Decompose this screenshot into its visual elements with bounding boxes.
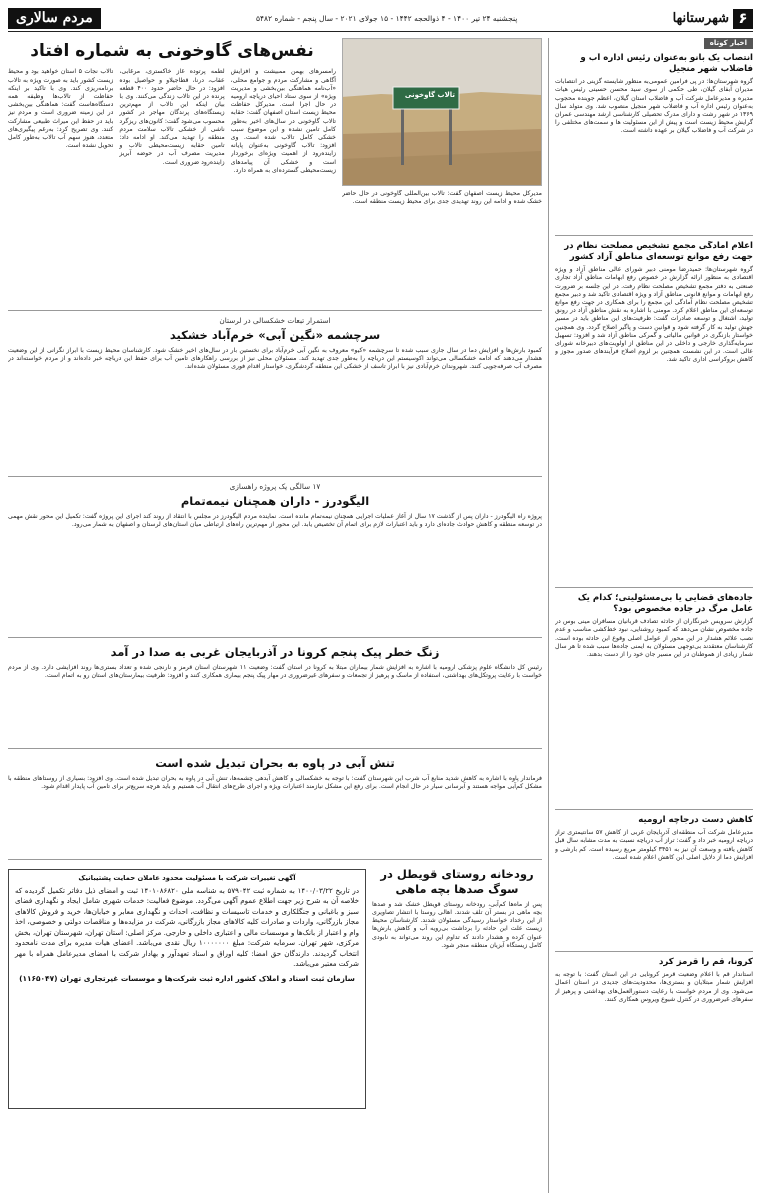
bottom-row bbox=[8, 865, 542, 1127]
story-body: پروژه راه الیگودرز - داران پس از گذشت ۱۷ سال از آغاز عملیات اجرایی همچنان نیمه‌تمام مانده است. نماینده مردم الیگودرز در مجلس با انتقاد از روند کند اجرای این پروژه گفت: تکمیل این محور نقش مهمی در توسعه منطقه و کاهش حوادث جاده‌ای دارد و باید اعتبارات لازم برای اتمام آن تخصیص یابد. این محور از مهم‌ترین راه‌های ارتباطی میان استان‌های لرستان و اصفهان به شمار می‌رود. bbox=[8, 512, 542, 528]
sidebar-article-3[interactable] bbox=[555, 593, 753, 803]
sign-text: تالاب گاوخونی bbox=[404, 91, 456, 99]
story-headline: الیگودرز - داران همچنان نیمه‌تمام bbox=[180, 493, 370, 508]
story-body: فرماندار پاوه با اشاره به کاهش شدید منابع آب شرب این شهرستان گفت: با توجه به خشکسالی و کاهش آبدهی چشمه‌ها، تنش آبی در پاوه به بحران تبدیل شده است. وی افزود: بسیاری از روستاهای منطقه با مشکل کم‌آبی مواجه هستند و آبرسانی سیار در حال انجام است. برای رفع این مشکل نیازمند اعتبارات ویژه و اجرای طرح‌های انتقال آب هستیم و باید هرچه سریع‌تر برای تامین آب پایدار اقدام شود. bbox=[8, 774, 542, 791]
ad-text: در تاریخ ۱۴۰۰/۰۳/۲۲ به شماره ثبت ۵۷۹۰۴۲ به شناسه ملی ۱۴۰۱۰۸۶۸۲۰ ثبت و امضای ذیل دفاتر تکمیل گردیده که خلاصه آن به شرح زیر جهت اطلاع عموم آگهی می‌گردد. موضوع فعالیت: خدمات شهری شامل ایجاد و نگهداری فضای سبز و باغبانی و جنگلکاری و خدمات تاسیسات و نظافت، احداث و نگهداری معابر و خیابان‌ها، خرید و فروش کالاهای مجاز بازرگانی، واردات و صادرات کلیه کالاهای مجاز بازرگانی، شرکت در مزایده‌ها و مناقصات دولتی و خصوصی، اخذ وام و اعتبار از بانک‌ها و موسسات مالی و اعتباری داخلی و خارجی. مرکز اصلی: استان تهران، شهرستان تهران، بخش مرکزی، شهر تهران. سرمایه شرکت: مبلغ ۱۰۰۰۰۰۰۰ ریال نقدی می‌باشد. اعضای هیات مدیره برای مدت نامحدود انتخاب گردیدند. دارندگان حق امضا: کلیه اوراق و اسناد تعهدآور و بهادار شرکت با امضای مدیرعامل همراه با مهر شرکت معتبر می‌باشد. bbox=[15, 885, 359, 969]
story-head bbox=[8, 643, 542, 743]
story-headline: تنش آبی در پاوه به بحران تبدیل شده است bbox=[155, 756, 395, 770]
story-head bbox=[8, 754, 542, 854]
lead-headline[interactable]: نفس‌های گاوخونی به شماره افتاد bbox=[30, 41, 314, 61]
sidebar-kicker: اخبار کوتاه bbox=[704, 38, 753, 49]
lead-column: تالاب نجات ۵ استان خواهید بود و محیط زیست کشور باید به صورت ویژه به تالاب برنامه‌ریزی کند. وی با تاکید بر اینکه حفاظت از تالاب‌ها وظیفه همه دستگاه‌هاست گفت: هماهنگی بین‌بخشی در این زمینه ضروری است و مردم نیز باید در حفظ این میراث طبیعی مشارکت کنند. وی تصریح کرد: به‌رغم پیگیری‌های متعدد، هنوز سهم آب تالاب به‌طور کامل تحویل نشده است. bbox=[8, 68, 114, 150]
divider bbox=[8, 748, 542, 749]
story-head bbox=[8, 482, 542, 632]
article-title: کرونا، قم را قرمز کرد bbox=[658, 957, 753, 968]
article-body: گروه شهرستان‌ها: در پی فرامین عمومی‌به منظور شایسته گزینی در انتصابات مدیران آبفای گیلان، طی حکمی از سوی سید محسن حسینی رئیس هیات مدیره و مدیرعامل شرکت آب و فاضلاب استان گیلان، اعظم جوینده محجوب به‌عنوان رئیس اداره آب و فاضلاب شهر منجیل منصوب شد. وی متولد سال ۱۳۶۹ در شهر رشت و دارای مدرک تحصیلی کارشناسی ارشد مهندسی عمران گرایش محیط زیست است و پیش از این مسئولیت ها و سمت‌های مختلفی را در شرکت آب و فاضلاب گیلان بر عهده داشته است. bbox=[555, 78, 753, 135]
story-kicker: ۱۷ سالگی یک پروژه راهسازی bbox=[229, 482, 321, 491]
article-body: استاندار قم با اعلام وضعیت قرمز کرونایی در این استان گفت: با توجه به افزایش شمار مبتلایان و بستری‌ها، محدودیت‌های جدیدی در استان اعمال می‌شود. وی از مردم خواست با رعایت دستورالعمل‌های بهداشتی و پرهیز از سفرهای غیرضروری در کنترل شیوع ویروس همکاری کنند. bbox=[555, 971, 753, 1003]
divider bbox=[555, 951, 753, 952]
lead-text-column bbox=[8, 38, 336, 305]
story-nagin[interactable] bbox=[8, 316, 542, 471]
story-head bbox=[8, 316, 542, 471]
newspaper-logo: مردم سالاری bbox=[8, 8, 101, 28]
dateline: پنجشنبه ۲۴ تیر ۱۴۰۰ - ۴ ذوالحجه ۱۴۴۲ - ۱۵ جولای ۲۰۲۱ - سال پنجم - شماره ۵۴۸۲ bbox=[255, 13, 518, 23]
ad-footer: سازمان ثبت اسناد و املاک کشور اداره ثبت شرکت‌ها و موسسات غیرتجاری تهران (۱۱۶۵۰۴۷) bbox=[19, 973, 355, 983]
story-kicker: استمرار تبعات خشکسالی در لرستان bbox=[219, 316, 331, 325]
divider bbox=[555, 587, 753, 588]
article-title: کاهش دست درجاچه ارومیه bbox=[638, 815, 753, 826]
sidebar-article-4[interactable] bbox=[555, 815, 753, 945]
divider bbox=[8, 310, 542, 311]
landscape-image bbox=[342, 39, 541, 186]
story-headline: زنگ خطر پیک پنجم کرونا در آذربایجان غربی به صدا در آمد bbox=[110, 645, 440, 659]
divider bbox=[555, 235, 753, 236]
article-body: مدیرعامل شرکت آب منطقه‌ای آذربایجان غربی از کاهش ۵۷ سانتیمتری تراز دریاچه ارومیه خبر داد و گفت: تراز آب دریاچه نسبت به مدت مشابه سال قبل کاهش یافته و وسعت آن نیز به ۳۴۵۱ کیلومتر مربع رسیده است. کم بارشی و افزایش دما از دلایل اصلی این کاهش اعلام شده است. bbox=[555, 829, 753, 861]
legal-ad[interactable] bbox=[8, 865, 366, 1127]
article-body: گزارش سرویس خبرنگاران از حادثه تصادف قربانیان مسافران مینی بوس در جاده مخصوص نشان می‌دهد که کمبود روشنایی، نبود خط‌کشی مناسب و عدم نصب علائم هشدار در این محور از عوامل اصلی وقوع این حادثه بوده است. کارشناسان معتقدند بی‌توجهی مسئولان به ایمنی جاده‌ها سبب شده تا هر سال شمار زیادی از هموطنان در این مسیر جان خود را از دست بدهند. bbox=[555, 618, 753, 658]
story-body: رئیس کل دانشگاه علوم پزشکی ارومیه با اشاره به افزایش شمار بیماران مبتلا به کرونا در استان گفت: وضعیت ۱۱ شهرستان استان قرمز و نارنجی شده و تعداد بستری‌ها روند افزایشی دارد. وی از مردم خواست با رعایت پروتکل‌های بهداشتی، استفاده از ماسک و پرهیز از تجمعات و سفرهای غیرضروری در مهار پیک پنجم بیماری همکاری کنند و افزود: ظرفیت بیمارستان‌های استان رو به اتمام است. bbox=[8, 663, 542, 680]
photo-caption: مدیرکل محیط زیست اصفهان گفت: تالاب بین‌المللی گاوخونی در حال حاضر خشک شده و ادامه این روند تهدیدی جدی برای محیط زیست منطقه است. bbox=[342, 190, 542, 206]
lead-columns bbox=[8, 68, 336, 298]
lead-story bbox=[8, 38, 542, 305]
section-name: شهرستانها bbox=[672, 10, 729, 26]
article-title: انتصاب یک بانو به‌عنوان رئیس اداره آب و فاضلاب شهر منجیل bbox=[580, 53, 753, 75]
article-title: اعلام آمادگی مجمع تشخیص مصلحت نظام در جهت رفع موانع توسعه‌ای مناطق آزاد کشور bbox=[564, 241, 753, 263]
sidebar-article-2[interactable] bbox=[555, 241, 753, 581]
story-headline: سرچشمه «نگین آبی» خرم‌آباد خشکید bbox=[169, 327, 381, 342]
lead-photo bbox=[342, 38, 542, 186]
story-headline: رودخانه روستای قویطل در سوگ صدها بچه ماهی bbox=[380, 867, 534, 896]
sidebar-news bbox=[548, 38, 753, 1193]
page-number: ۶ bbox=[733, 9, 753, 29]
main-content bbox=[8, 38, 542, 1193]
article-title: جاده‌های قضایی یا بی‌مسئولیتی؛ کدام یک عامل مرگ در جاده مخصوص بود؟ bbox=[577, 593, 753, 615]
divider bbox=[8, 859, 542, 860]
ad-box bbox=[8, 869, 366, 1109]
ad-header: آگهی تغییرات شرکت با مسئولیت محدود عاملان حمایت پشتیبانیک bbox=[78, 874, 296, 882]
story-aligudarz[interactable] bbox=[8, 482, 542, 632]
lead-column: لطمه پرتوده غاز خاکستری، مرغابی، عقاب، درنا، قطاجیلاو و حواصیل بوده افزود: در حال حاضر حدود ۴۰۰ قطعه پرنده در این تالاب زندگی می‌کنند. وی با بیان اینکه این تالاب از مهم‌ترین زیستگاه‌های پرندگان مهاجر در کشور محسوب می‌شود گفت: کانون‌های ریزگرد ناشی از خشکی تالاب سلامت مردم منطقه را تهدید می‌کند. او ادامه داد: تامین حقابه زیست‌محیطی تالاب و مدیریت مصرف آب در حوضه آبریز زاینده‌رود ضروری است. bbox=[119, 68, 225, 166]
divider bbox=[8, 637, 542, 638]
lead-column: رامسرهای بهمن ممبیشت و افزایش آگاهی و مشارکت مردم و جوامع محلی، «آب‌نامه هماهنگی بین‌بخشی و مدیریت ویژه» از سوی ستاد احیای دریاچه ارومیه در حال اجرا است. مدیرکل حفاظت محیط زیست استان اصفهان گفت: حقابه تالاب گاوخونی در سال‌های اخیر به‌طور کامل تامین نشده و این موضوع سبب خشکی کامل تالاب شده است. وی افزود: تالاب گاوخونی به‌عنوان پایانه زاینده‌رود از اهمیت ویژه‌ای برخوردار است و خشکی آن پیامدهای زیست‌محیطی گسترده‌ای به همراه دارد. bbox=[230, 68, 336, 174]
divider bbox=[555, 809, 753, 810]
section-header bbox=[673, 9, 753, 29]
sidebar-article-5[interactable] bbox=[555, 957, 753, 1157]
article-body: گروه شهرستان‌ها: حمیدرضا مومنی دبیر شورای عالی مناطق آزاد و ویژه اقتصادی به منظور ارائه گزارش در خصوص رفع ابهامات مناطق آزاد تجاری صنعتی به دفتر مجمع تشخیص مصلحت نظام رفت. در این جلسه بر ضرورت رفع ابهامات و موانع قانونی مناطق آزاد و ویژه اقتصادی تاکید شد و دبیر مجمع تشخیص مصلحت نظام آمادگی این مجمع را برای همکاری در جهت رفع موانع توسعه‌ای این مناطق اعلام کرد. مومنی با اشاره به نقش مناطق آزاد در رونق تولید، اشتغال و توسعه صادرات گفت: ظرفیت‌های این مناطق باید در مسیر جهش تولید به کار گرفته شود و قوانین دست و پاگیر اصلاح گردد. وی همچنین خواستار بازنگری در قوانین مالیاتی و گمرکی مناطق آزاد شد و افزود: تسهیل سرمایه‌گذاری خارجی و داخلی در این مناطق از اولویت‌های دبیرخانه شورای عالی است. در این نشست همچنین بر لزوم اصلاح فرآیندهای صدور مجوز و کاهش بروکراسی اداری تاکید شد. bbox=[555, 266, 753, 364]
story-corona[interactable] bbox=[8, 643, 542, 743]
masthead bbox=[8, 6, 753, 32]
sidebar-article-1[interactable] bbox=[555, 53, 753, 229]
story-paveh[interactable] bbox=[8, 754, 542, 854]
divider bbox=[8, 476, 542, 477]
story-qavil[interactable] bbox=[372, 865, 542, 1127]
story-body: پس از ماه‌ها کم‌آبی، رودخانه روستای قویطل خشک شد و صدها بچه ماهی در بستر آن تلف شدند. اهالی روستا با انتشار تصاویری از این رخداد خواستار رسیدگی مسئولان شدند. کارشناسان محیط زیست علت این حادثه را برداشت بی‌رویه آب و کاهش بارش‌ها عنوان کرده و هشدار دادند که تداوم این روند می‌تواند به نابودی کامل زیستگاه آبزیان منطقه منجر شود. bbox=[372, 900, 542, 949]
story-body: کمبود بارش‌ها و افزایش دما در سال جاری سبب شده تا سرچشمه «کیو» معروف به نگین آبی خرم‌آباد برای نخستین بار در سال‌های اخیر خشک شود. کارشناسان محیط زیست با ابراز نگرانی از این وضعیت هشدار می‌دهند که ادامه خشکسالی می‌تواند اکوسیستم این دریاچه را به‌طور جدی تهدید کند. مسئولان محلی نیز از بررسی راهکارهای تامین آب برای حفظ این دریاچه خبر داده‌اند و از مردم خواسته‌اند در مصرف آب صرفه‌جویی کنند. شهروندان خرم‌آبادی نیز با ابراز تاسف از خشکی این منطقه گردشگری، خواستار اقدام فوری مسئولان شده‌اند. bbox=[8, 346, 542, 370]
lead-photo-column bbox=[342, 38, 542, 305]
